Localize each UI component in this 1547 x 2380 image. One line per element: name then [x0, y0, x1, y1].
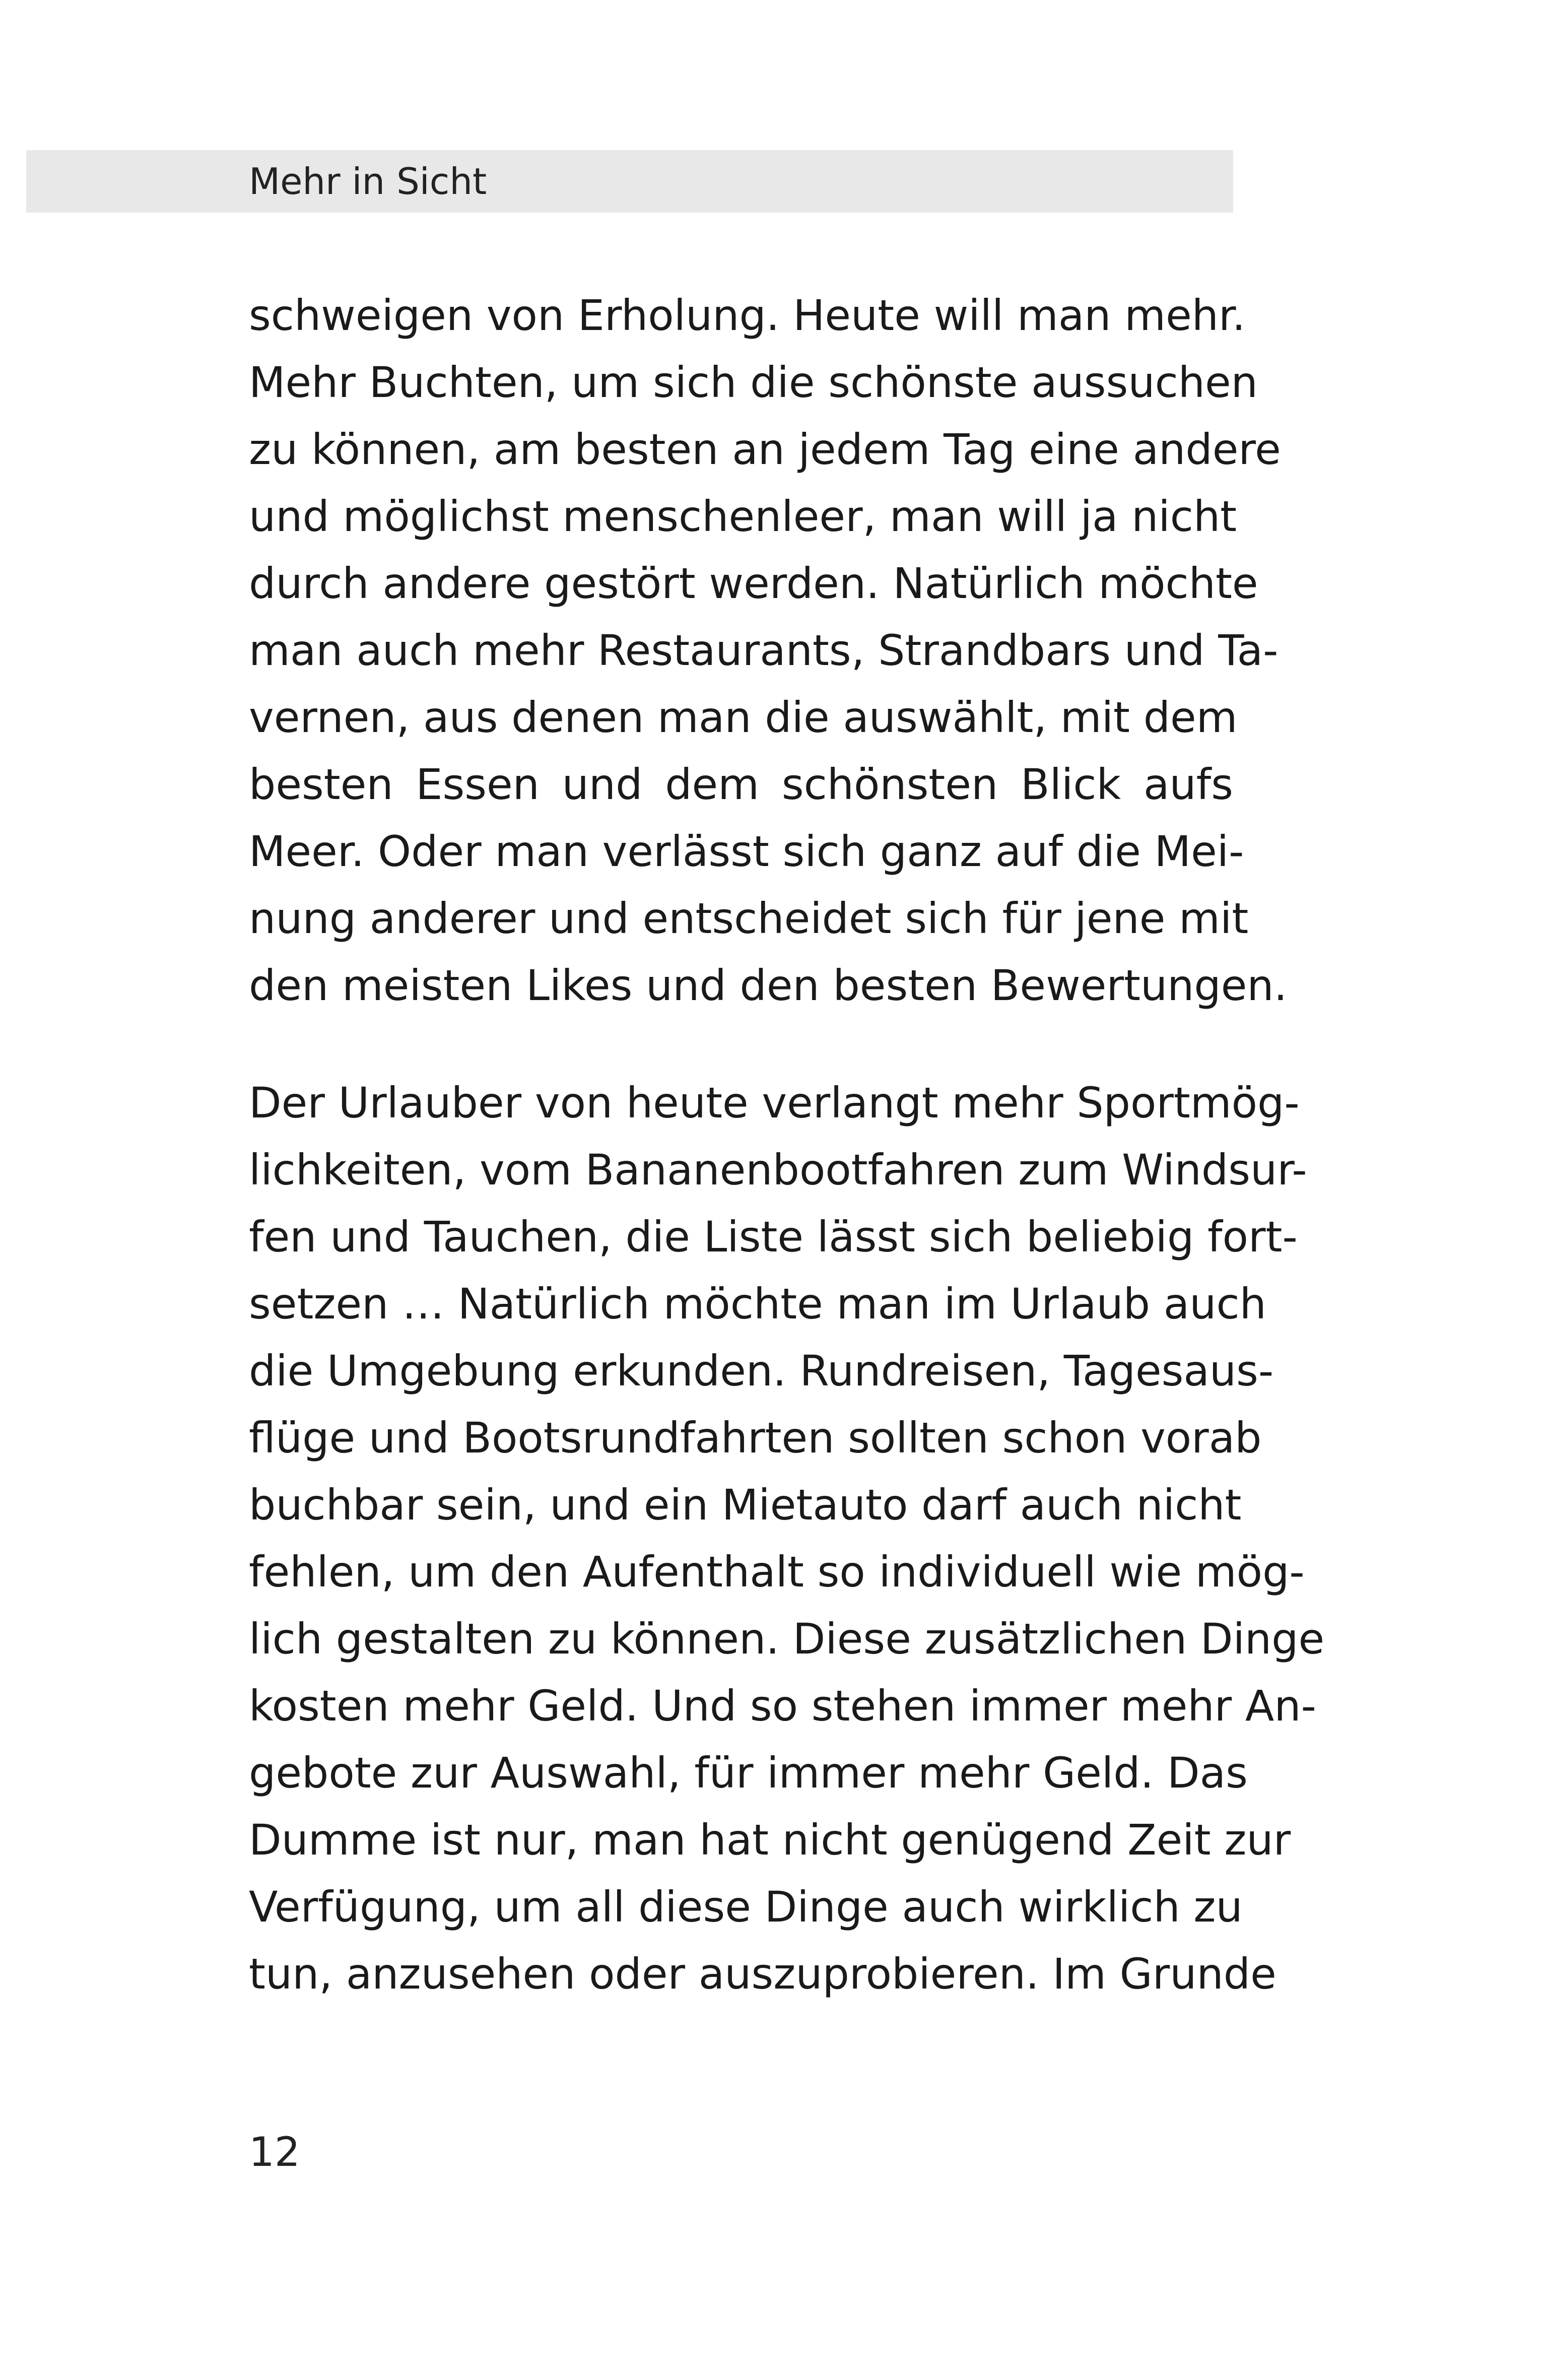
text-line: Mehr Buchten, um sich die schönste aussuchen [249, 358, 1258, 407]
text-line: nung anderer und entscheidet sich für jene mit [249, 894, 1249, 943]
text-line: setzen … Natürlich möchte man im Urlaub auch [249, 1279, 1266, 1329]
text-line: fehlen, um den Aufenthalt so individuell wie mög- [249, 1547, 1305, 1597]
text-line: kosten mehr Geld. Und so stehen immer mehr An- [249, 1681, 1316, 1731]
text-line: und möglichst menschenleer, man will ja nicht [249, 492, 1237, 541]
body-text [249, 282, 1325, 2008]
running-head-bar [26, 150, 1233, 213]
running-head-title: Mehr in Sicht [249, 160, 487, 203]
text-line: Der Urlauber von heute verlangt mehr Sportmög- [249, 1078, 1300, 1128]
text-line: buchbar sein, und ein Mietauto darf auch nicht [249, 1480, 1242, 1530]
text-line: besten Essen und dem schönsten Blick aufs [249, 760, 1233, 809]
text-line: Meer. Oder man verlässt sich ganz auf die Mei- [249, 827, 1244, 876]
text-line: tun, anzusehen oder auszuprobieren. Im Grunde [249, 1949, 1276, 1999]
paragraph [249, 282, 1288, 1019]
text-line: den meisten Likes und den besten Bewertungen. [249, 961, 1288, 1010]
paragraph-gap [249, 1019, 1233, 1070]
text-line: lich gestalten zu können. Diese zusätzlichen Dinge [249, 1614, 1325, 1664]
text-line: schweigen von Erholung. Heute will man mehr. [249, 291, 1246, 340]
text-line: die Umgebung erkunden. Rundreisen, Tagesaus- [249, 1346, 1274, 1396]
text-line: Dumme ist nur, man hat nicht genügend Zeit zur [249, 1815, 1291, 1865]
paragraph [249, 1070, 1325, 2008]
text-line: fen und Tauchen, die Liste lässt sich beliebig fort- [249, 1212, 1298, 1262]
text-line: man auch mehr Restaurants, Strandbars und Ta- [249, 626, 1279, 675]
text-line: zu können, am besten an jedem Tag eine andere [249, 425, 1281, 474]
text-line: flüge und Bootsrundfahrten sollten schon vorab [249, 1413, 1262, 1463]
text-line: lichkeiten, vom Bananenbootfahren zum Windsur- [249, 1145, 1307, 1195]
text-line: gebote zur Auswahl, für immer mehr Geld. Das [249, 1748, 1248, 1798]
text-line: vernen, aus denen man die auswählt, mit dem [249, 693, 1238, 742]
text-line: durch andere gestört werden. Natürlich möchte [249, 559, 1258, 608]
page-number: 12 [249, 2129, 300, 2175]
text-line: Verfügung, um all diese Dinge auch wirklich zu [249, 1882, 1243, 1932]
